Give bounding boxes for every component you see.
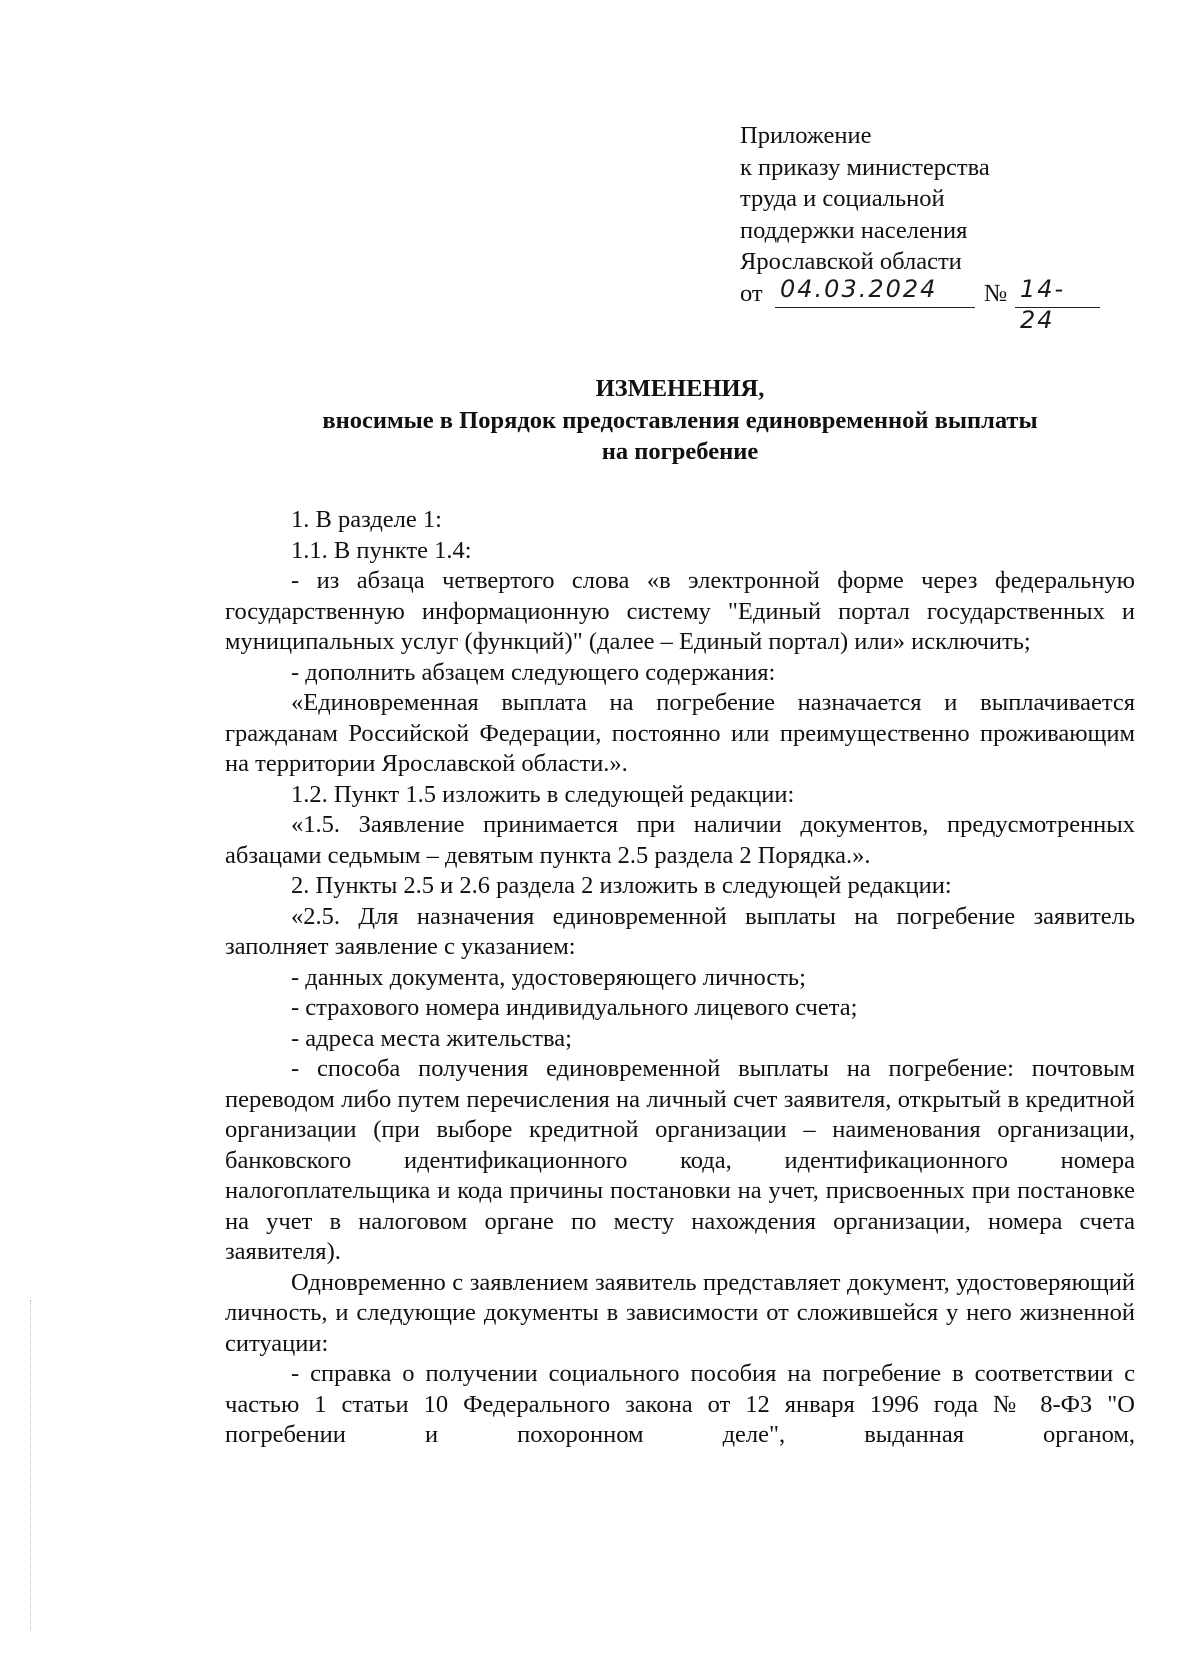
date-underline	[775, 307, 975, 308]
date-prefix: от	[740, 279, 763, 307]
order-date-number-row	[740, 274, 1066, 334]
title-subtitle-line2: на погребение	[601, 438, 759, 465]
appendix-line: труда и социальной	[740, 185, 945, 212]
paragraph: - страхового номера индивидуального лицевого счета;	[291, 994, 858, 1021]
paragraph: - из абзаца четвертого слова «в электронной форме через федеральную государственную информационную систему "Единый портал государственных и муниципальных услуг (функций)" (далее – Единый портал) или» исключить;	[225, 567, 1135, 655]
document-body	[225, 505, 1135, 1451]
scan-margin-marks	[30, 1300, 33, 1630]
number-prefix: №	[984, 279, 1008, 307]
paragraph: 1. В разделе 1:	[291, 506, 442, 533]
appendix-line: к приказу министерства	[740, 153, 990, 181]
order-number-handwritten: 14-24	[1020, 274, 1066, 334]
paragraph: «2.5. Для назначения единовременной выплаты на погребение заявитель заполняет заявление с указанием:	[225, 902, 1135, 960]
order-date-handwritten: 04.03.2024	[780, 274, 938, 303]
paragraph: Одновременно с заявлением заявитель представляет документ, удостоверяющий личность, и следующие документы в зависимости от сложившейся у него жизненной ситуации:	[225, 1268, 1135, 1357]
paragraph: - данных документа, удостоверяющего личность;	[291, 963, 806, 991]
paragraph: - способа получения единовременной выплаты на погребение: почтовым переводом либо путем перечисления на личный счет заявителя, открытый в кредитной организации (при выборе кредитной организации – наименования организации, банковского идентификационного кода, идентификационного номера налогоплательщика и кода причины постановки на учет, присвоенных при постановке на учет в налоговом органе по месту нахождения организации, номера счета заявителя).	[225, 1055, 1135, 1265]
appendix-line: Приложение	[740, 122, 872, 149]
title-heading: ИЗМЕНЕНИЯ,	[595, 375, 765, 402]
appendix-line: поддержки населения	[740, 216, 968, 244]
paragraph: - дополнить абзацем следующего содержания:	[291, 658, 776, 686]
paragraph: «1.5. Заявление принимается при наличии документов, предусмотренных абзацами седьмым – девятым пункта 2.5 раздела 2 Порядка.».	[225, 811, 1135, 869]
paragraph: 2. Пункты 2.5 и 2.6 раздела 2 изложить в следующей редакции:	[291, 872, 952, 899]
document-title	[225, 373, 1135, 468]
paragraph: - адреса места жительства;	[291, 1024, 572, 1052]
paragraph: - справка о получении социального пособия на погребение в соответствии с частью 1 статьи 10 Федерального закона от 12 января 1996 года № 8-ФЗ "О погребении и похоронном деле", выданная органом,	[225, 1360, 1135, 1448]
paragraph: «Единовременная выплата на погребение назначается и выплачивается гражданам Российской Федерации, постоянно или преимущественно проживающим на территории Ярославской области.».	[225, 689, 1135, 777]
appendix-block	[740, 120, 1066, 334]
paragraph: 1.2. Пункт 1.5 изложить в следующей редакции:	[291, 780, 795, 808]
paragraph: 1.1. В пункте 1.4:	[291, 536, 472, 564]
title-subtitle-line1: вносимые в Порядок предоставления единовременной выплаты	[322, 406, 1038, 434]
appendix-line: Ярославской области	[740, 248, 962, 275]
